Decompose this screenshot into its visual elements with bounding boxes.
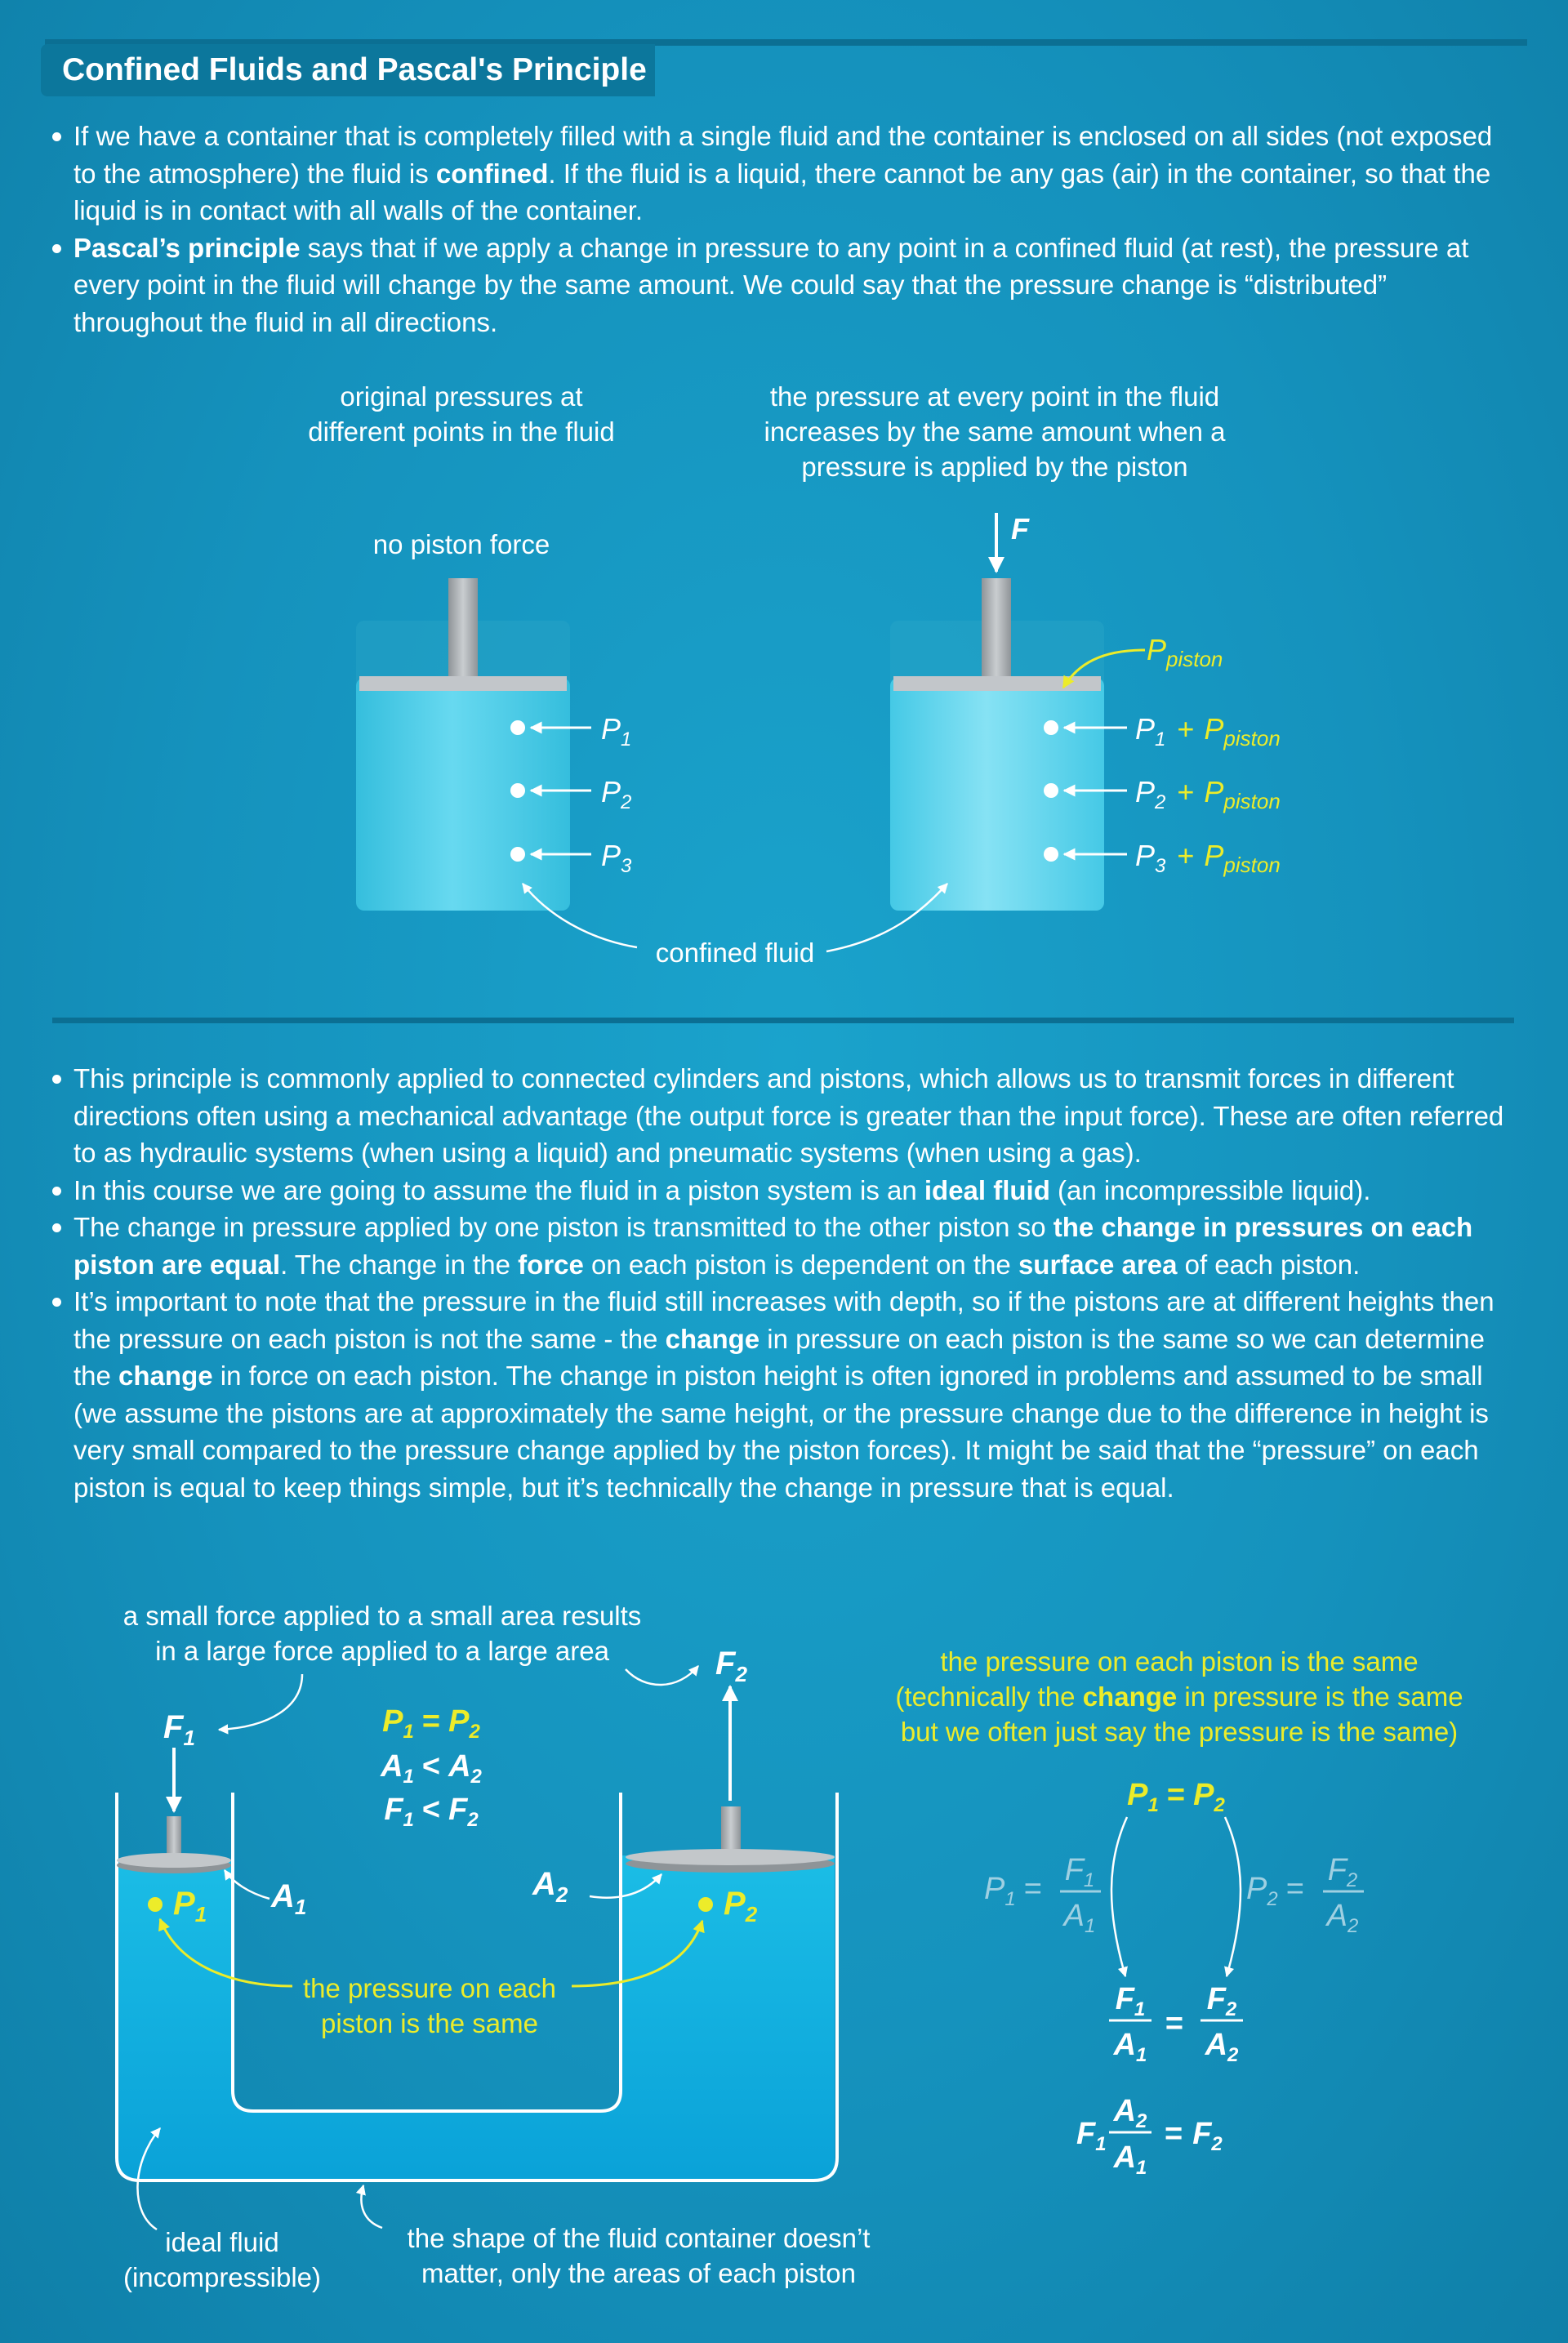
piston-head [359, 676, 567, 691]
label-p3-plus-ppiston: $P_3 + P_{piston}$ [1135, 839, 1281, 877]
no-piston-force-label: no piston force [372, 529, 550, 559]
left-caption-line-2: different points in the fluid [308, 416, 615, 447]
eq-p1-equals-p2: $P_1 = P_2$ [1127, 1778, 1225, 1816]
bullet-text: . If the fluid is a liquid, there cannot be any gas (air) in the container, so that the liquid is in contact with all walls of the container. [74, 158, 1491, 225]
piston-rod [982, 578, 1011, 678]
relation-f1-less-f2: $F_1 < F_2$ [384, 1793, 479, 1831]
eq-final-num: $A_2$ [1113, 2094, 1147, 2132]
bullet-text: in pressure on each piston is the same so we can determine the [74, 1323, 1485, 1391]
p2-point [698, 1897, 713, 1912]
label-p3-left: $P_3$ [601, 839, 632, 877]
eq-ratio-num-left: $F_1$ [1115, 1982, 1146, 2020]
equations-panel [895, 1646, 1463, 2179]
hydraulic-system-diagram [117, 1601, 870, 2292]
eq-final-rhs: = $F_2$ [1165, 2117, 1223, 2155]
small-force-note-line-1: a small force applied to a small area results [122, 1601, 642, 1631]
eq-note-line-2: (technically the change in pressure is the same [895, 1682, 1463, 1712]
bullet-text: . The change in the [280, 1249, 519, 1280]
eq-ratio-den-left: $A_1$ [1113, 2028, 1147, 2066]
shape-note-line-1: the shape of the fluid container doesn’t [407, 2223, 871, 2253]
eq-p2-def: $P_2$ = [1246, 1872, 1304, 1910]
bullet-text: This principle is commonly applied to connected cylinders and pistons, which allows us to transmit forces in different directions often using a mechanical advantage (the output force is greater than the input force). These are often referred to as hydraulic systems (when using a liquid) and pneumatic systems (when using a gas). [74, 1063, 1504, 1168]
ideal-fluid-line-1: ideal fluid [165, 2227, 279, 2257]
bullet-emphasis: surface area [1018, 1249, 1178, 1280]
small-force-note-arrow [219, 1674, 302, 1730]
large-force-note-arrow [626, 1666, 698, 1685]
eq-note-line-1: the pressure on each piston is the same [940, 1646, 1419, 1677]
relation-p1-equals-p2: $P_1 = P_2$ [382, 1704, 480, 1743]
bullet-text: in force on each piston. The change in piston height is often ignored in problems and assumed to be small (we assume the pistons are at approximately the same height, or the pressure change due to the difference in height is very small compared to the pressure change applied by the piston forces). It might be said that the “pressure” on each piston is equal to keep things simple, but it’s technically the change in pressure that is equal. [74, 1361, 1489, 1503]
bullet-text: It’s important to note that the pressure in the fluid still increases with depth, so if the pistons are at different heights then the pressure on each piston is not the same - the [74, 1286, 1494, 1354]
confined-fluid-label: confined fluid [655, 938, 815, 968]
eq-note-line-3: but we often just say the pressure is the same) [900, 1717, 1459, 1747]
eq-final-den: $A_1$ [1113, 2140, 1147, 2179]
label-p1-left: $P_1$ [601, 712, 632, 751]
right-cylinder [890, 578, 1104, 911]
right-caption-line-1: the pressure at every point in the fluid [769, 381, 1220, 412]
label-p2-plus-ppiston: $P_2 + P_{piston}$ [1135, 775, 1281, 813]
eq-p1-def-den: $A_1$ [1063, 1899, 1096, 1937]
relation-a1-less-a2: $A_1 < A_2$ [381, 1749, 482, 1788]
eq-final-f1: $F_1$ [1076, 2117, 1107, 2155]
bullet-text: of each piston. [1177, 1249, 1361, 1280]
container-inner-wall [233, 1793, 621, 2111]
bullet-text: on each piston is dependent on the [583, 1249, 1018, 1280]
left-caption-line-1: original pressures at [340, 381, 583, 412]
eq-p1-def: $P_1$ = [984, 1872, 1042, 1910]
eq-ratio-num-right: $F_2$ [1206, 1982, 1237, 2020]
right-caption-line-3: pressure is applied by the piston [801, 452, 1188, 482]
label-p1-plus-ppiston: $P_1 + P_{piston}$ [1135, 712, 1281, 751]
same-pressure-line-2: piston is the same [321, 2008, 538, 2038]
eq-arrow-left [1111, 1817, 1127, 1976]
same-pressure-line-1: the pressure on each [302, 1973, 557, 2003]
right-caption-line-2: increases by the same amount when a [764, 416, 1226, 447]
label-p1: $P_1$ [173, 1886, 207, 1927]
p-piston-label: $P_{piston}$ [1147, 633, 1223, 671]
bullet-emphasis: change [118, 1361, 213, 1391]
force-label-f: F [1011, 512, 1029, 546]
eq-ratio-equals: = [1165, 2007, 1184, 2041]
shape-note-arrow [361, 2185, 382, 2228]
bullet-emphasis: force [518, 1249, 584, 1280]
eq-ratio-den-right: $A_2$ [1205, 2028, 1239, 2066]
label-f1: $F_1$ [163, 1709, 195, 1750]
bullet-emphasis: change [665, 1323, 760, 1354]
label-a2: $A_2$ [532, 1866, 568, 1907]
bullet-emphasis: confined [435, 158, 549, 189]
eq-p2-def-den: $A_2$ [1326, 1899, 1359, 1937]
label-p2-left: $P_2$ [601, 775, 632, 813]
pascal-cylinders-diagram [308, 381, 1281, 968]
eq-p2-def-num: $F_2$ [1327, 1853, 1358, 1891]
piston-rod [448, 578, 478, 678]
bullet-emphasis: the change in pressures on each piston are equal [74, 1212, 1473, 1280]
bullet-text: If we have a container that is completely filled with a single fluid and the container is enclosed on all sides (not exposed to the atmosphere) the fluid is [74, 121, 1493, 189]
shape-note-line-2: matter, only the areas of each piston [421, 2258, 856, 2288]
bullet-text: In this course we are going to assume the fluid in a piston system is an [74, 1174, 924, 1205]
page-title: Confined Fluids and Pascal's Principle [62, 52, 647, 87]
label-a1: $A_1$ [271, 1878, 307, 1919]
small-force-note-line-2: in a large force applied to a large area [155, 1636, 609, 1666]
eq-arrow-right [1225, 1817, 1241, 1976]
label-f2: $F_2$ [715, 1646, 747, 1686]
eq-p1-def-num: $F_1$ [1064, 1853, 1095, 1891]
bullet-emphasis: Pascal’s principle [74, 232, 301, 263]
bullet-emphasis: ideal fluid [924, 1174, 1050, 1205]
bullet-text: says that if we apply a change in pressure to any point in a confined fluid (at rest), the pressure at every point in the fluid will change by the same amount. We could say that the pressure change is “distributed” throughout the fluid in all directions. [74, 232, 1469, 337]
ideal-fluid-line-2: (incompressible) [122, 2262, 322, 2292]
bullet-text: The change in pressure applied by one piston is transmitted to the other piston so [74, 1212, 1054, 1242]
p1-point [148, 1897, 163, 1912]
large-piston-rod [721, 1806, 741, 1854]
bullet-text: (an incompressible liquid). [1049, 1174, 1371, 1205]
left-cylinder [356, 578, 570, 911]
label-p2: $P_2$ [724, 1886, 758, 1927]
